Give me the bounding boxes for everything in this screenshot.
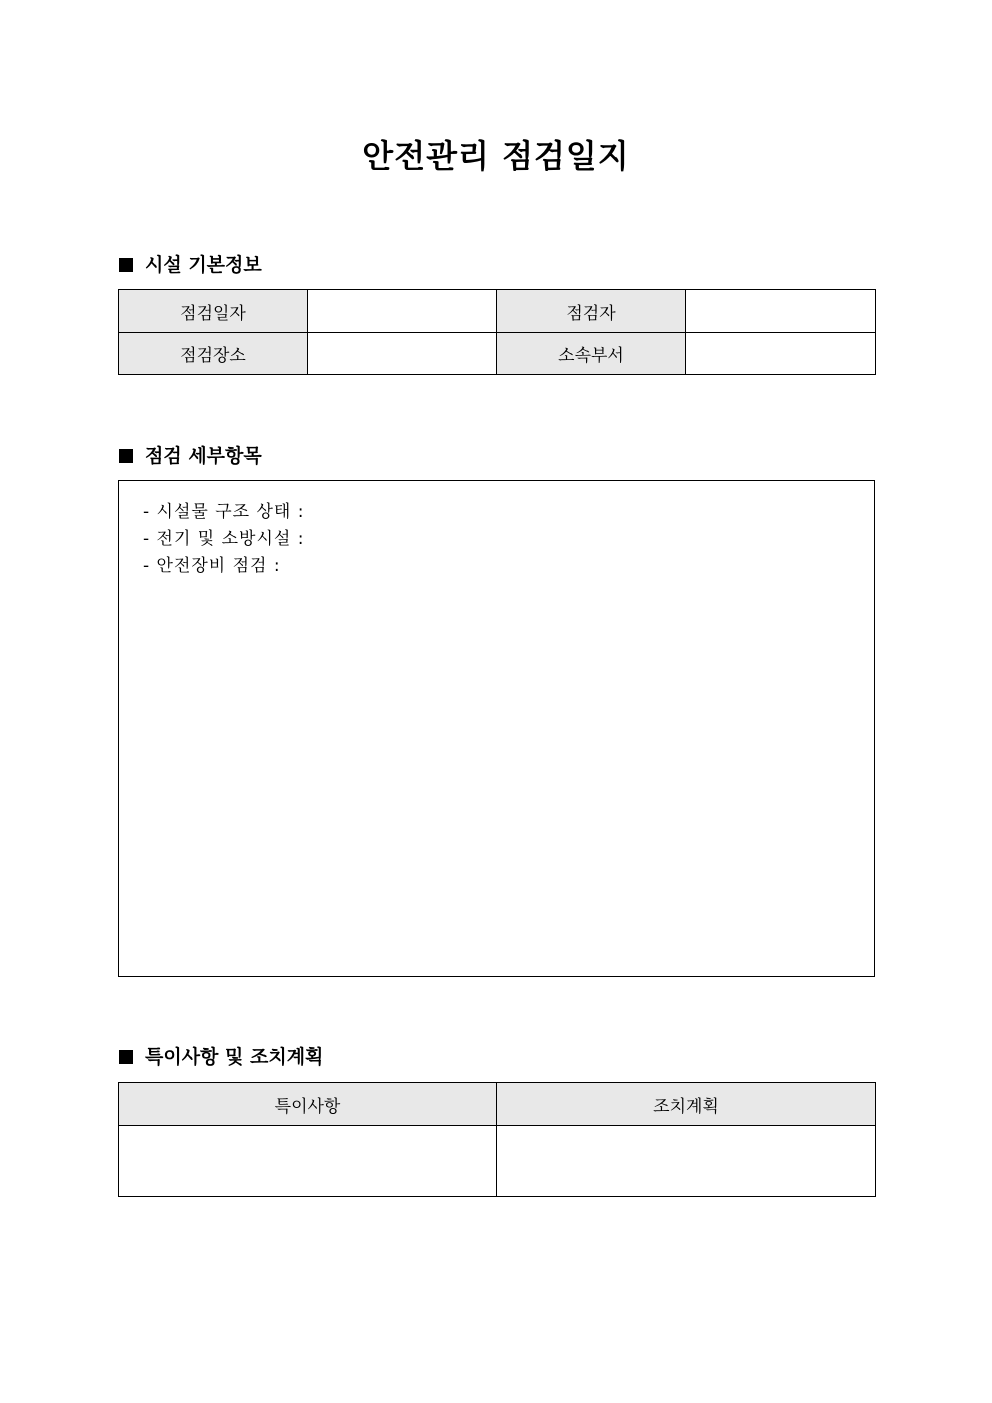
detail-list [119, 481, 874, 580]
inspection-date-field[interactable] [308, 290, 497, 333]
inspection-date-label: 점검일자 [119, 290, 308, 333]
section-heading-label: 시설 기본정보 [145, 254, 262, 276]
section-heading-label: 점검 세부항목 [145, 445, 262, 467]
basic-info-table [118, 289, 876, 375]
department-label: 소속부서 [497, 333, 686, 375]
table-row [119, 1083, 876, 1126]
remarks-table [118, 1082, 876, 1197]
list-item: - 안전장비 점검 : [143, 556, 281, 576]
table-row [119, 290, 876, 333]
square-bullet-icon [119, 1050, 133, 1064]
square-bullet-icon [119, 449, 133, 463]
detail-items-box[interactable] [118, 480, 875, 977]
section-heading-details [119, 443, 262, 469]
inspection-location-field[interactable] [308, 333, 497, 375]
section-heading-basic-info [119, 252, 262, 278]
page-title: 안전관리 점검일지 [362, 137, 630, 175]
remarks-header: 특이사항 [119, 1083, 497, 1126]
inspection-location-label: 점검장소 [119, 333, 308, 375]
section-heading-remarks [119, 1044, 323, 1070]
action-plan-field[interactable] [497, 1126, 876, 1197]
square-bullet-icon [119, 258, 133, 272]
table-row [119, 1126, 876, 1197]
list-item: - 시설물 구조 상태 : [143, 502, 305, 522]
remarks-field[interactable] [119, 1126, 497, 1197]
action-plan-header: 조치계획 [497, 1083, 876, 1126]
department-field[interactable] [686, 333, 876, 375]
table-row [119, 333, 876, 375]
inspector-label: 점검자 [497, 290, 686, 333]
section-heading-label: 특이사항 및 조치계획 [145, 1046, 324, 1068]
list-item: - 전기 및 소방시설 : [143, 529, 305, 549]
inspector-field[interactable] [686, 290, 876, 333]
